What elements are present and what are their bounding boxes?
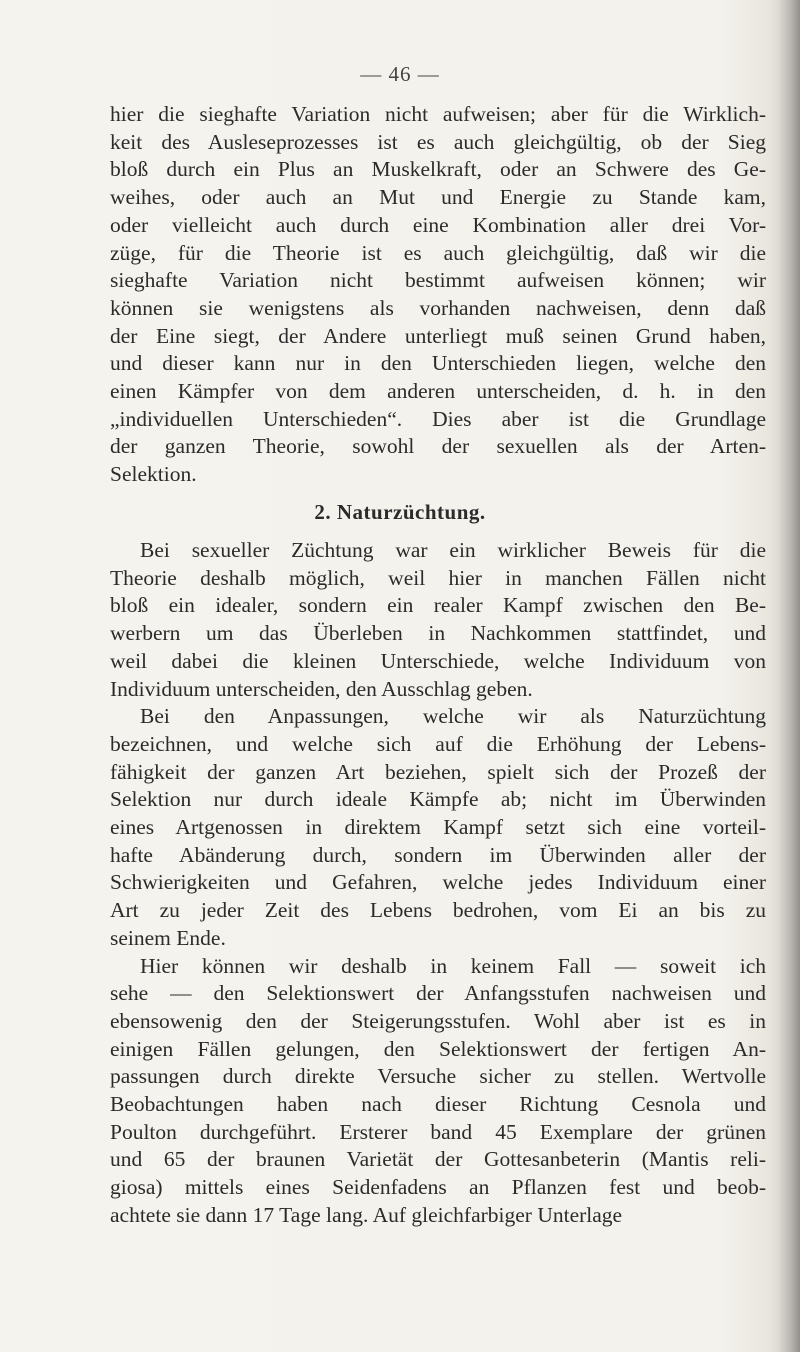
text-line: ebensowenig den der Steigerungsstufen. Wohl aber ist es in (110, 1008, 766, 1033)
text-line: der ganzen Theorie, sowohl der sexuellen als der Arten- (110, 434, 766, 459)
text-line: sieghafte Variation nicht bestimmt aufweisen können; wir (110, 268, 766, 293)
text-line: passungen durch direkte Versuche sicher zu stellen. Wertvolle (110, 1064, 766, 1089)
text-line: und dieser kann nur in den Unterschieden liegen, welche den (110, 351, 766, 376)
text-line: sehe — den Selektionswert der Anfangsstufen nachweisen und (110, 981, 766, 1006)
text-line: Bei sexueller Züchtung war ein wirklicher Beweis für die (140, 538, 766, 562)
text-line: Schwierigkeiten und Gefahren, welche jedes Individuum einer (110, 870, 766, 895)
text-line: bezeichnen, und welche sich auf die Erhöhung der Lebens- (110, 731, 766, 756)
text-line: einen Kämpfer von dem anderen unterscheiden, d. h. in den (110, 379, 766, 404)
text-line: oder vielleicht auch durch eine Kombination aller drei Vor- (110, 212, 766, 237)
text-line: achtete sie dann 17 Tage lang. Auf gleichfarbiger Unterlage (110, 1202, 623, 1227)
paragraph-group (110, 537, 766, 1230)
text-line: der Eine siegt, der Andere unterliegt muß seinen Grund haben, (110, 323, 766, 348)
text-line: Selektion nur durch ideale Kämpfe ab; nicht im Überwinden (110, 787, 766, 812)
paragraph-2 (110, 537, 766, 703)
text-line: Bei den Anpassungen, welche wir als Naturzüchtung (140, 704, 766, 729)
text-line: bloß ein idealer, sondern ein realer Kampf zwischen den Be- (110, 593, 766, 618)
section-heading: 2. Naturzüchtung. (314, 500, 486, 524)
text-line: seinem Ende. (110, 925, 226, 950)
page-number: — 46 — (360, 62, 440, 86)
text-line: „individuellen Unterschieden“. Dies aber ist die Grundlage (110, 406, 766, 431)
text-line: züge, für die Theorie ist es auch gleichgültig, daß wir die (110, 240, 766, 265)
text-line: Art zu jeder Zeit des Lebens bedrohen, vom Ei an bis zu (110, 898, 766, 923)
text-line: hafte Abänderung durch, sondern im Überwinden aller der (110, 842, 766, 867)
text-line: giosa) mittels eines Seidenfadens an Pflanzen fest und beob- (110, 1175, 766, 1200)
text-line: Theorie deshalb möglich, weil hier in manchen Fällen nicht (110, 565, 766, 590)
text-line: einigen Fällen gelungen, den Selektionswert der fertigen An- (110, 1036, 766, 1061)
text-line: werbern um das Überleben in Nachkommen stattfindet, und (110, 621, 766, 646)
text-line: und 65 der braunen Varietät der Gottesanbeterin (Mantis reli- (110, 1147, 766, 1172)
text-line: Individuum unterscheiden, den Ausschlag geben. (110, 676, 533, 701)
paragraph-4 (110, 953, 766, 1230)
text-line: hier die sieghafte Variation nicht aufweisen; aber für die Wirklich- (110, 102, 766, 126)
text-line: können sie wenigstens als vorhanden nachweisen, denn daß (110, 295, 766, 320)
text-line: bloß durch ein Plus an Muskelkraft, oder an Schwere des Ge- (110, 157, 766, 182)
text-line: weil dabei die kleinen Unterschiede, welche Individuum von (110, 648, 766, 673)
text-line: weihes, oder auch an Mut und Energie zu Stande kam, (110, 185, 766, 210)
text-line: Poulton durchgeführt. Ersterer band 45 Exemplare der grünen (110, 1119, 766, 1144)
text-line: eines Artgenossen in direktem Kampf setzt sich eine vorteil- (110, 815, 766, 840)
text-line: fähigkeit der ganzen Art beziehen, spielt sich der Prozeß der (110, 759, 766, 784)
page-edge-shadow (778, 0, 800, 1352)
paragraph-1 (110, 101, 766, 489)
text-line: Selektion. (110, 462, 197, 487)
text-line: Beobachtungen haben nach dieser Richtung Cesnola und (110, 1092, 766, 1117)
paragraph-3 (110, 703, 766, 952)
text-line: keit des Ausleseprozesses ist es auch gleichgültig, ob der Sieg (110, 129, 766, 154)
text-line: Hier können wir deshalb in keinem Fall — soweit ich (140, 953, 766, 978)
